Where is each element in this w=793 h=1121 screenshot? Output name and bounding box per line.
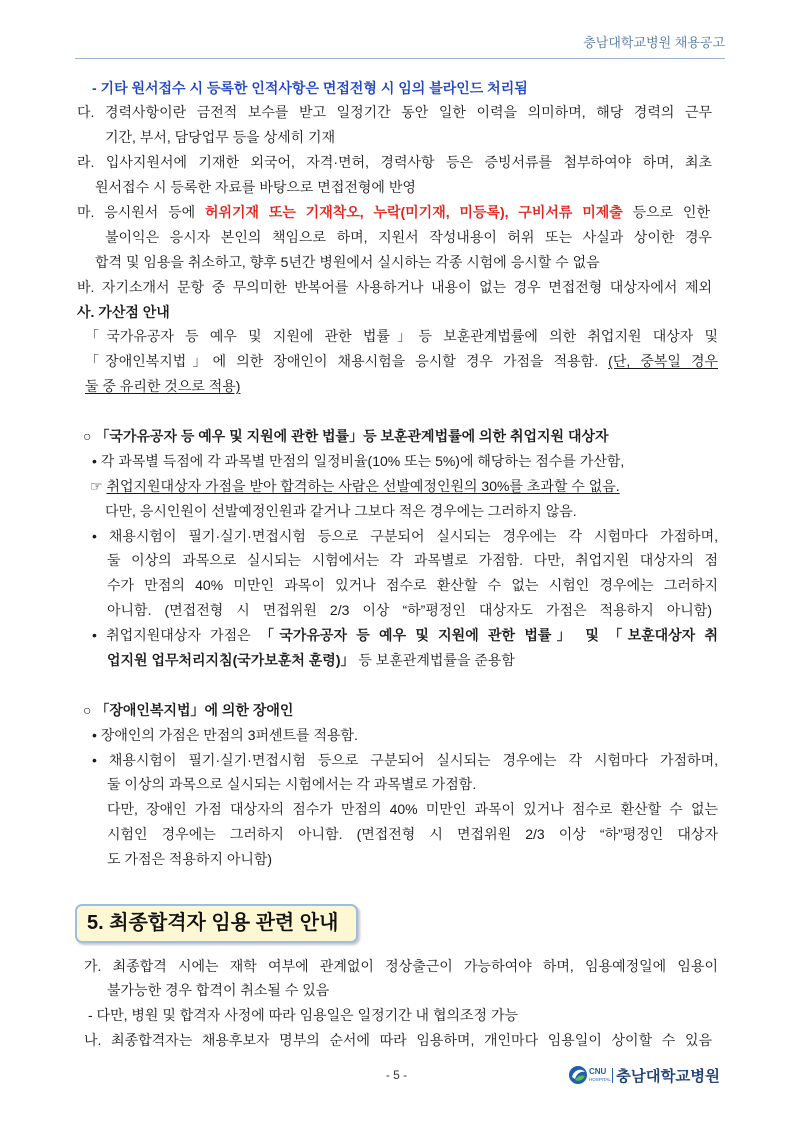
bonus-intro-line [77, 374, 718, 399]
disabled-bullet-line: 다만, 장애인 가점 대상자의 점수가 만점의 40% 미만인 과목이 있거나 점수로 환산할 수 없는 [107, 801, 718, 818]
item-ra-line: 라. 입사지원서에 기재한 외국어, 자격·면허, 경력사항 등은 증빙서류를 첨부하여야 하며, 최초 [77, 154, 712, 171]
page-number: - 5 - [385, 1068, 408, 1082]
veterans-bullet-text: • 취업지원대상자 가점은 [92, 627, 260, 644]
item-na-line: 나. 최종합격자는 채용후보자 명부의 순서에 따라 임용하며, 개인마다 임용일이 상이할 수 있음 [84, 1031, 712, 1048]
disabled-bullet-line: 도 가점은 적용하지 아니함) [107, 851, 273, 868]
bonus-intro-text: 「장애인복지법」에 의한 장애인이 채용시험을 응시할 경우 가점을 적용함. [85, 353, 609, 370]
item-ma-line: 불이익은 응시자 본인의 책임으로 하며, 지원서 작성내용이 허위 또는 사실과 상이한 경우 [105, 228, 712, 245]
hospital-logo [568, 1063, 724, 1087]
disabled-heading: ○ 「장애인복지법」에 의한 장애인 [83, 701, 294, 718]
item-ma-end: 등으로 인한 [622, 203, 710, 220]
disabled-bullet: • 장애인의 가점은 만점의 3퍼센트를 적용함. [92, 726, 358, 743]
veterans-bullet-line [77, 648, 718, 673]
veterans-bullet: • 각 과목별 득점에 각 과목별 만점의 일정비율(10% 또는 5%)에 해당하는 점수를 가산함, [92, 452, 625, 469]
veterans-bullet-text: 등 보훈관계법률을 준용함 [354, 651, 515, 668]
bonus-intro-line: 「국가유공자 등 예우 및 지원에 관한 법률」등 보훈관계법률에 의한 취업지원 대상자 및 [85, 328, 718, 345]
disabled-bullet-line: 시험인 경우에는 그러하지 아니함. (면접전형 시 면접위원 2/3 이상 “하”평정인 대상자 [107, 826, 718, 843]
veterans-laws: 업지원 업무처리지침(국가보훈처 훈령)」 [107, 651, 355, 668]
bonus-intro-line [77, 349, 718, 374]
veterans-bullet-line: 아니함. (면접전형 시 면접위원 2/3 이상 “하”평정인 대상자도 가점은 적용하지 아니함) [107, 602, 712, 619]
header-divider [75, 58, 725, 59]
logo-mark-bottom: HOSPITAL [589, 1077, 611, 1082]
item-ba-line: 바. 자기소개서 문항 중 무의미한 반복어를 사용하거나 내용이 없는 경우 면접전형 대상자에서 제외 [77, 278, 712, 295]
item-ma-start: 마. 응시원서 등에 [77, 203, 205, 220]
veterans-bullet-line: 수가 만점의 40% 미만인 과목이 있거나 점수로 환산할 수 없는 시험인 경우에는 그러하지 [107, 577, 718, 594]
disabled-bullet: • 채용시험이 필기·실기·면접시험 등으로 구분되어 실시되는 경우에는 각 시험마다 가점하며, [92, 751, 718, 768]
item-ga-line: 가. 최종합격 시에는 재학 여부에 관계없이 정상출근이 가능하여야 하며, 임용예정일에 임용이 [84, 957, 718, 974]
logo-divider [612, 1068, 613, 1083]
item-ga-line: 불가능한 경우 합격이 취소될 수 있음 [107, 982, 330, 999]
final-appointment-section [77, 954, 718, 1053]
veterans-bullet: • 채용시험이 필기·실기·면접시험 등으로 구분되어 실시되는 경우에는 각 시험마다 가점하며, [92, 527, 718, 544]
item-ra-line: 원서접수 시 등록한 자료를 바탕으로 면접전형에 반영 [95, 179, 416, 196]
blank-line [77, 399, 718, 424]
item-ma-line [77, 200, 718, 225]
veterans-pointer-line [77, 474, 718, 499]
veterans-bullet-line: 둘 이상의 과목으로 실시되는 시험에서는 각 과목별로 가점함. 다만, 취업지원 대상자의 점 [107, 552, 718, 569]
blind-notice: - 기타 원서접수 시 등록한 인적사항은 면접전형 시 임의 블라인드 처리됨 [92, 79, 528, 96]
veterans-heading: ○ 「국가유공자 등 예우 및 지원에 관한 법률」등 보훈관계법률에 의한 취업지원 대상자 [83, 427, 609, 444]
bonus-intro-note: 둘 중 유리한 것으로 적용) [85, 378, 241, 395]
section-title-box: 5. 최종합격자 임용 관련 안내 [75, 904, 358, 943]
item-ma-warning: 허위기재 또는 기재착오, 누락(미기재, 미등록), 구비서류 미제출 [204, 203, 623, 220]
veterans-bullet [77, 623, 718, 648]
logo-mark-top: CNU [589, 1067, 607, 1076]
item-da-line: 기간, 부서, 담당업무 등을 상세히 기재 [105, 129, 336, 146]
item-ga-sub-note: - 다만, 병원 및 합격자 사정에 따라 임용일은 일정기간 내 협의조정 가능 [88, 1006, 519, 1023]
hospital-emblem-icon [569, 1066, 587, 1084]
pointing-hand-icon: ☞ [90, 477, 107, 494]
notes-and-bonus-section [77, 76, 718, 873]
veterans-laws: 「국가유공자 등 예우 및 지원에 관한 법률」 및 「보훈대상자 취 [259, 627, 718, 644]
bonus-intro-note: (단, 중복일 경우 [608, 353, 718, 370]
item-da-line: 다. 경력사항이란 금전적 보수를 받고 일정기간 동안 일한 이력을 의미하며, 해당 경력의 근무 [77, 104, 712, 121]
item-ma-line: 합격 및 임용을 취소하고, 향후 5년간 병원에서 실시하는 각종 시험에 응시할 수 없음 [95, 253, 600, 270]
veterans-pointer-exception: 다만, 응시인원이 선발예정인원과 같거나 그보다 적은 경우에는 그러하지 않음. [105, 502, 577, 519]
logo-name: 충남대학교병원 [616, 1068, 718, 1085]
header-title: 충남대학교병원 채용공고 [583, 35, 725, 50]
disabled-bullet-line: 둘 이상의 과목으로 실시되는 시험에서는 각 과목별로 가점함. [107, 776, 477, 793]
veterans-pointer-note: 취업지원대상자 가점을 받아 합격하는 사람은 선발예정인원의 30%를 초과할 수 없음. [106, 477, 620, 494]
bonus-heading: 사. 가산점 안내 [77, 303, 170, 320]
blank-line [77, 673, 718, 698]
